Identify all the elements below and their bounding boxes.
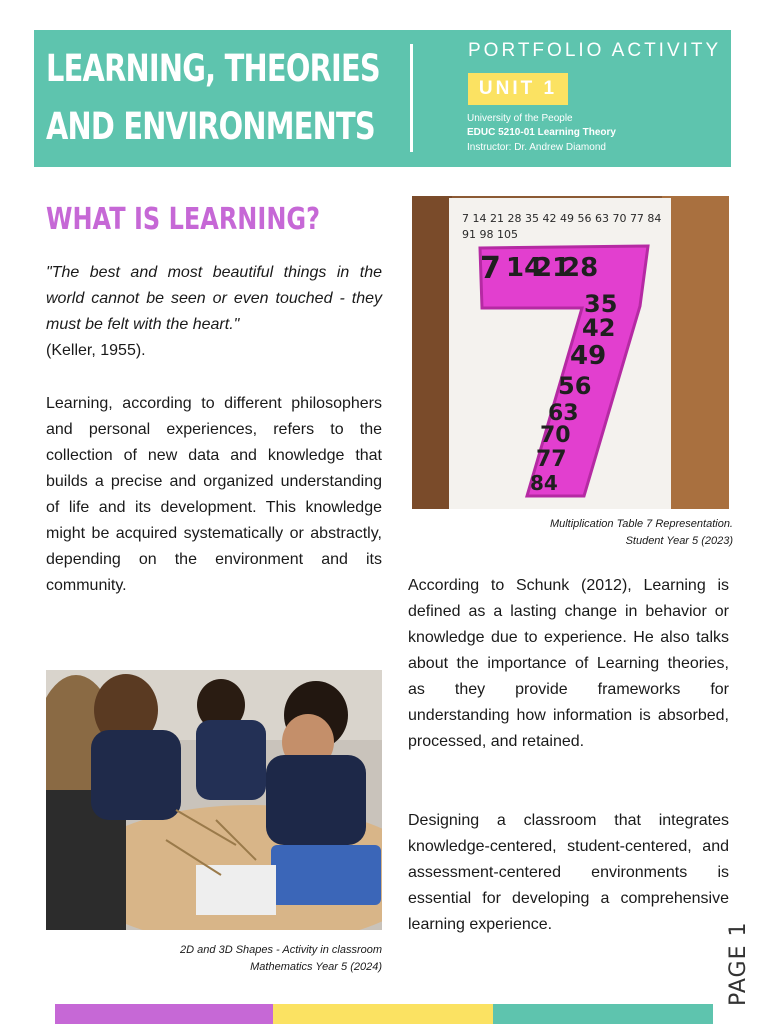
- handwritten-number: 84: [530, 471, 558, 495]
- footer-bar-yellow: [273, 1004, 493, 1024]
- handwritten-number: 42: [582, 314, 616, 342]
- portfolio-kicker: PORTFOLIO ACTIVITY: [468, 40, 722, 61]
- quote-citation: (Keller, 1955).: [46, 342, 146, 359]
- figure1-caption-line2: Student Year 5 (2023): [625, 535, 733, 547]
- header-banner: [34, 30, 731, 167]
- handwritten-sequence-continued: 91 98 105: [462, 228, 518, 241]
- figure2-caption-line1: 2D and 3D Shapes - Activity in classroom: [180, 944, 382, 956]
- figure1-caption: [412, 516, 733, 550]
- figure1-caption-line1: Multiplication Table 7 Representation.: [549, 518, 733, 530]
- multiplication-table-illustration: [412, 196, 729, 509]
- university-name: University of the People: [467, 113, 573, 124]
- header-divider: [410, 44, 413, 152]
- handwritten-number: 56: [558, 372, 592, 400]
- footer-bar-purple: [55, 1004, 273, 1024]
- document-title: [46, 40, 380, 156]
- multiplication-table-photo: [412, 196, 729, 509]
- page-number-label: PAGE 1: [726, 921, 751, 1006]
- classroom-scene-illustration: [46, 670, 382, 930]
- figure2-caption-line2: Mathematics Year 5 (2024): [250, 961, 382, 973]
- title-line-1: LEARNING, THEORIES: [46, 47, 380, 90]
- title-line-2: AND ENVIRONMENTS: [46, 105, 375, 148]
- handwritten-number: 21: [534, 253, 571, 283]
- paragraph-classroom-design: Designing a classroom that integrates knowledge-centered, student-centered, and assessment-centered environments is essential for developing a comprehensive learning experience.: [408, 812, 729, 933]
- handwritten-number: 28: [562, 253, 599, 283]
- handwritten-number: 14: [506, 253, 543, 283]
- handwritten-number: 7: [480, 251, 501, 286]
- keller-quote: "The best and most beautiful things in the world cannot be seen or even touched - they must be felt with the heart.": [46, 264, 382, 333]
- handwritten-number: 63: [548, 401, 579, 426]
- classroom-activity-photo: [46, 670, 382, 930]
- handwritten-number: 35: [584, 290, 618, 318]
- figure2-caption: [46, 942, 382, 976]
- paragraph-learning-definition: Learning, according to different philosophers and personal experiences, refers to the collection of new data and knowledge that builds a precise and organized understanding of life and its development. This knowledge might be acquired systematically or abstractly, depending on the environment and its community.: [46, 395, 382, 594]
- handwritten-number: 70: [540, 423, 571, 448]
- footer-bar-teal: [493, 1004, 713, 1024]
- handwritten-number: 77: [536, 447, 567, 472]
- handwritten-sequence: 7 14 21 28 35 42 49 56 63 70 77 84: [462, 212, 662, 225]
- paragraph-schunk: According to Schunk (2012), Learning is defined as a lasting change in behavior or knowledge due to experience. He also talks about the importance of Learning theories, as they provide frameworks for understanding how information is absorbed, processed, and retained.: [408, 577, 729, 750]
- section-heading: WHAT IS LEARNING?: [46, 202, 321, 237]
- handwritten-number: 49: [570, 341, 607, 371]
- course-name: EDUC 5210-01 Learning Theory: [467, 127, 616, 138]
- unit-badge: UNIT 1: [468, 73, 568, 105]
- instructor-name: Instructor: Dr. Andrew Diamond: [467, 142, 606, 153]
